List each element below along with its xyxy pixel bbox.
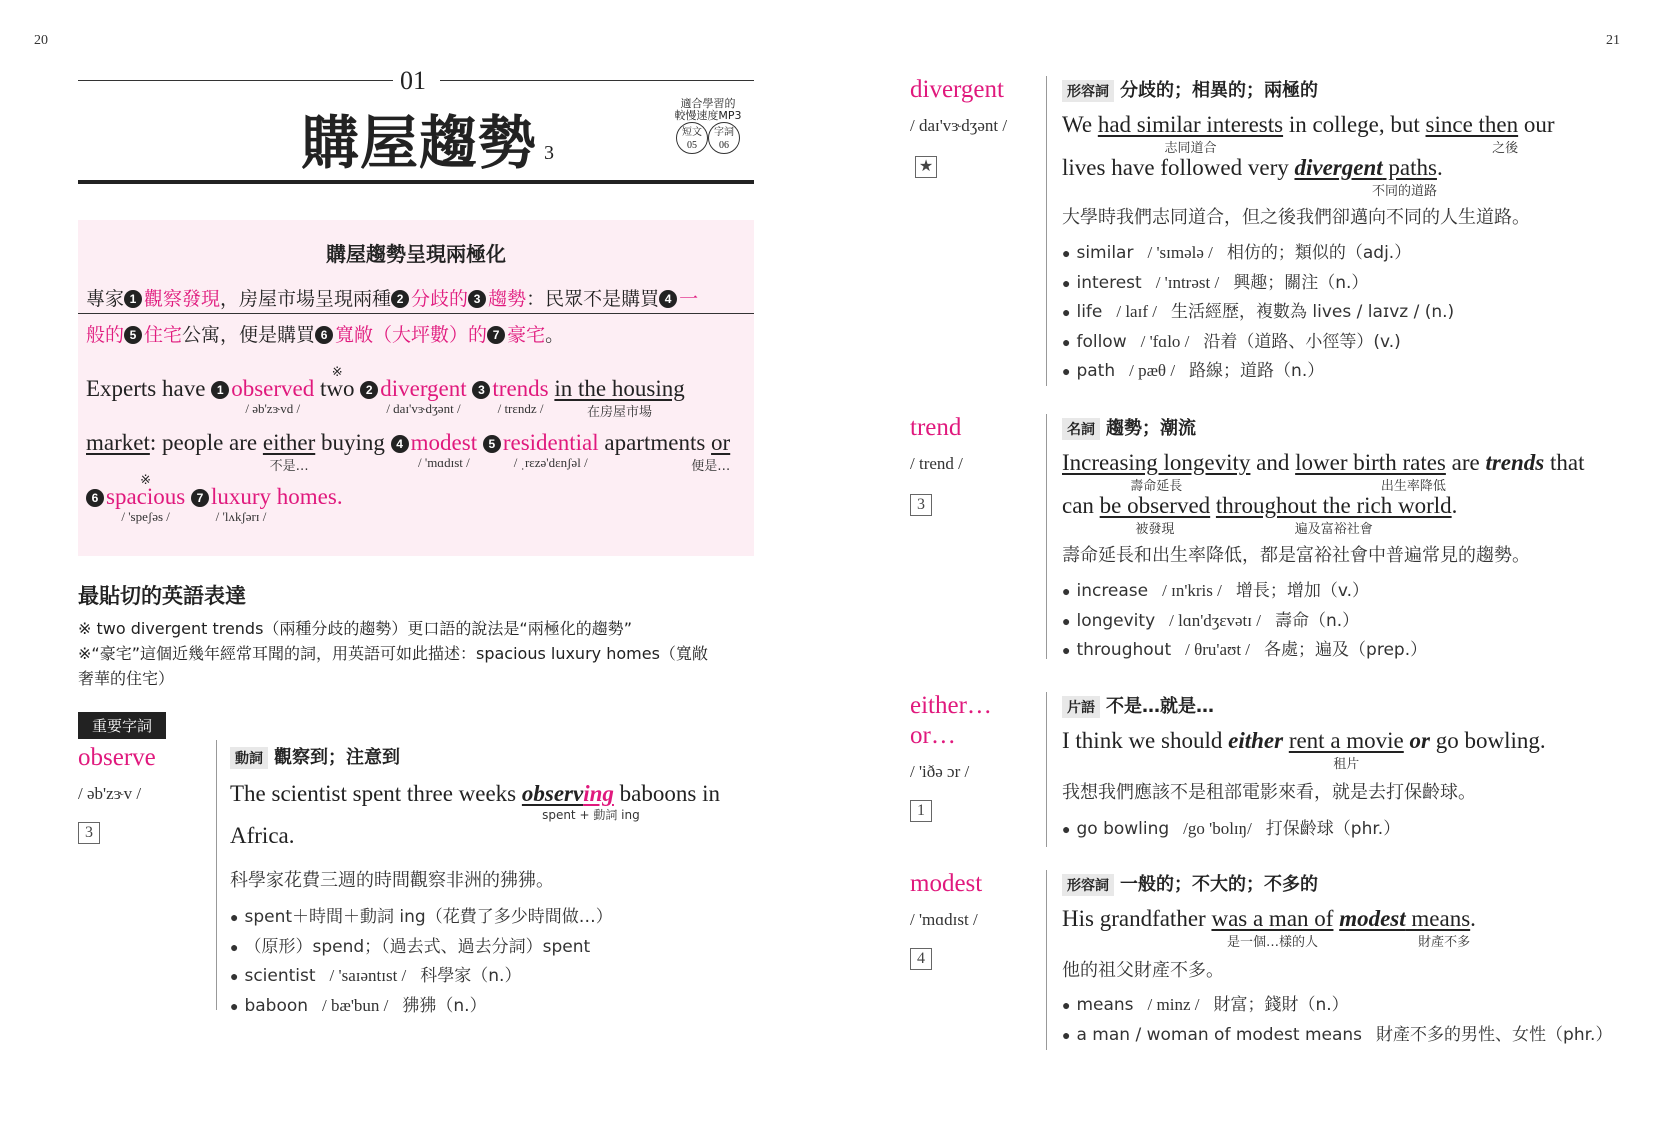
badge-label: 字詞	[714, 127, 734, 138]
en-phrase: Increasing longevity	[1062, 450, 1251, 475]
en-text: lives have followed very	[1062, 155, 1295, 180]
en-phrase: since then	[1425, 112, 1519, 137]
pos-label: 形容詞	[1062, 80, 1114, 102]
unit-number: 01	[400, 66, 426, 95]
example-observe-line-1	[230, 781, 720, 822]
example-either-or	[1062, 728, 1546, 772]
ipa-trend: / trend /	[910, 454, 963, 473]
passage-zh-line-2	[86, 320, 564, 347]
best-note-2b: 奢華的住宅）	[78, 669, 175, 688]
zh-keyword: 般的	[86, 324, 125, 346]
number-badge: 5	[483, 435, 501, 453]
word-divergent	[380, 376, 467, 416]
bullet-word: （原形）spend；（過去式、過去分詞）spent	[244, 936, 591, 957]
entry-divider	[1046, 76, 1047, 386]
bullet-word: throughout	[1076, 640, 1172, 660]
zh-text: 公寓，便是購買	[182, 324, 316, 346]
definition-trend	[1062, 414, 1196, 440]
bullet-item	[230, 991, 487, 1016]
word-residential	[502, 430, 599, 470]
en-text: .	[1470, 906, 1476, 931]
header-rule-bottom	[78, 180, 754, 184]
bullet-ipa: / 'fɑlo /	[1140, 331, 1190, 351]
bullet-item	[230, 932, 590, 957]
gloss-annotation: 租片	[1333, 757, 1360, 772]
bullet-word: baboon	[244, 995, 309, 1016]
level-mark-either-or: 1	[910, 800, 932, 822]
en-phrase: either	[262, 430, 316, 455]
passage-en-line-2	[86, 430, 731, 474]
ipa-annotation: / trɛndz /	[497, 401, 544, 416]
translation-observe: 科學家花費三週的時間觀察非洲的狒狒。	[230, 870, 554, 891]
en-text: our	[1518, 112, 1555, 137]
phrase-since-then	[1425, 112, 1519, 156]
entry-divider	[1046, 414, 1047, 659]
en-keyword: or	[1409, 728, 1430, 753]
word-spacious	[106, 472, 186, 524]
bullet-dot: ●	[230, 999, 239, 1015]
phrase-throughout	[1215, 493, 1452, 537]
en-keyword: divergent	[380, 376, 467, 401]
number-badge: 7	[191, 489, 209, 507]
page-number-left: 20	[34, 33, 48, 48]
meaning: 觀察到；注意到	[274, 747, 400, 768]
en-text: His grandfather	[1062, 906, 1212, 931]
badge-number: 06	[719, 140, 729, 151]
bullet-item	[1062, 268, 1368, 293]
zh-keyword: 豪宅	[507, 324, 546, 346]
en-text: We	[1062, 112, 1098, 137]
ipa-annotation: / 'lʌkʃərɪ /	[215, 509, 267, 524]
en-text: in college, but	[1283, 112, 1426, 137]
phrase-man-of	[1211, 906, 1334, 950]
definition-either-or	[1062, 692, 1214, 718]
gloss-annotation: 之後	[1492, 141, 1519, 156]
bullet-meaning: 增長；增加（v.）	[1235, 581, 1370, 601]
bullet-meaning: 各處；遍及（prep.）	[1264, 640, 1428, 660]
en-keyword: luxury	[210, 484, 272, 509]
bullet-item	[230, 961, 521, 986]
en-keyword: trends	[492, 376, 549, 401]
pos-label: 形容詞	[1062, 874, 1114, 896]
bullet-item	[1062, 990, 1349, 1015]
en-phrase: rent a movie	[1288, 728, 1404, 753]
en-text: go bowling.	[1429, 728, 1546, 753]
zh-keyword: 住宅	[144, 324, 183, 346]
en-keyword: spacious	[106, 484, 186, 509]
bullet-word: increase	[1076, 581, 1149, 601]
gloss-annotation: 便是…	[691, 459, 731, 474]
zh-text: ，房屋市場呈現兩種	[220, 288, 392, 310]
ipa-either-or: / 'iðə ɔr /	[910, 762, 970, 781]
bullet-meaning: 科學家（n.）	[420, 966, 522, 986]
pos-label: 動詞	[230, 747, 268, 769]
bullet-ipa: / lɑn'dʒɛvətɪ /	[1169, 610, 1261, 630]
passage-zh-line-1	[86, 284, 698, 311]
bullet-ipa: / minz /	[1147, 995, 1200, 1014]
bullet-dot: ●	[230, 911, 239, 926]
ipa-annotation: / ˌrɛzə'dɛnʃəl /	[513, 455, 588, 470]
bullet-word: spent＋時間＋動詞 ing（花費了多少時間做…）	[244, 907, 613, 927]
bullet-word: longevity	[1076, 610, 1156, 631]
gloss-annotation: 壽命延長	[1130, 479, 1183, 494]
bullet-word: interest	[1076, 272, 1142, 293]
gloss-annotation: 財產不多	[1418, 935, 1471, 950]
headword-trend: trend	[910, 414, 962, 441]
best-expression-heading: 最貼切的英語表達	[78, 584, 246, 608]
example-divergent-line-2	[1062, 155, 1443, 199]
note-mark: ※	[331, 364, 343, 379]
example-modest	[1062, 906, 1476, 950]
en-text: .	[1451, 493, 1458, 518]
bullet-meaning: 打保齡球（phr.）	[1265, 819, 1401, 839]
bullet-item	[1062, 297, 1454, 322]
bullet-ipa: /go 'bolɪŋ/	[1183, 819, 1252, 838]
en-keyword: either	[1228, 728, 1284, 753]
ipa-annotation: / daɪ'vɝdʒənt /	[386, 401, 461, 416]
en-text: The scientist spent three weeks	[230, 781, 522, 806]
bullet-item	[1062, 238, 1411, 263]
zh-keyword: 一	[679, 288, 699, 310]
entry-divider	[1046, 870, 1047, 1050]
en-keyword: residential	[502, 430, 599, 455]
example-trend-line-2	[1062, 493, 1458, 537]
headword-either-or-line-1: either…	[910, 692, 992, 719]
meaning: 分歧的；相異的；兩極的	[1120, 80, 1318, 101]
en-text: two	[319, 376, 355, 401]
meaning: 不是…就是…	[1106, 696, 1214, 717]
bullet-word: a man / woman of modest means	[1076, 1024, 1363, 1045]
audio-line-1: 適合學習的	[680, 97, 736, 110]
bullet-dot: ●	[1062, 365, 1071, 380]
gloss-annotation: 志同道合	[1164, 141, 1217, 156]
note-mark: ※	[140, 472, 152, 487]
zh-keyword: 觀察發現	[144, 288, 221, 310]
meaning: 一般的；不大的；不多的	[1120, 874, 1318, 895]
gloss-annotation: 在房屋市場	[587, 405, 653, 420]
bullet-word: scientist	[244, 966, 316, 986]
en-phrase: was a man of	[1211, 906, 1334, 931]
translation-divergent: 大學時我們志同道合，但之後我們卻邁向不同的人生道路。	[1062, 207, 1530, 228]
bullet-ipa: / 'sɪmələ /	[1147, 243, 1213, 262]
phrase-divergent-paths	[1294, 155, 1437, 199]
en-keyword: modest	[1339, 906, 1406, 931]
zh-keyword: 趨勢	[488, 288, 527, 310]
bullet-item	[1062, 576, 1369, 601]
pos-label: 名詞	[1062, 418, 1100, 440]
bullet-ipa: / ɪn'kris /	[1162, 581, 1222, 600]
en-phrase: means	[1405, 906, 1471, 931]
unit-title: 購屋趨勢	[301, 109, 538, 177]
bullet-word: go bowling	[1076, 819, 1170, 839]
key-words-label: 重要字詞	[78, 712, 166, 739]
entry-divider	[216, 740, 217, 1010]
keyword-observing	[521, 781, 640, 822]
gloss-annotation: 不同的道路	[1371, 184, 1437, 199]
passage-en-line-3	[86, 472, 343, 524]
phrase-lower-birth-rates	[1295, 450, 1446, 494]
word-luxury	[210, 484, 272, 524]
en-keyword: homes.	[271, 484, 343, 509]
en-phrase: or	[711, 430, 731, 455]
bullet-dot: ●	[1062, 999, 1071, 1014]
bullet-word: similar	[1076, 243, 1134, 263]
bullet-item	[1062, 606, 1359, 631]
headword-either-or-line-2: or…	[910, 722, 956, 749]
bullet-dot: ●	[230, 970, 239, 985]
en-phrase: throughout the rich world	[1215, 493, 1452, 518]
en-text: : people are	[149, 430, 258, 455]
bullet-item	[1062, 814, 1400, 839]
phrase-similar-interests	[1097, 112, 1284, 156]
phrase-rent-a-movie	[1288, 728, 1404, 772]
audio-info	[668, 98, 748, 122]
bullet-word: means	[1076, 995, 1134, 1015]
phrase-housing	[554, 376, 685, 420]
word-two	[319, 364, 355, 402]
bullet-ipa: / laɪf /	[1116, 302, 1157, 321]
badge-number: 05	[687, 140, 697, 151]
en-phrase: be observed	[1099, 493, 1211, 518]
definition-modest	[1062, 870, 1318, 896]
entry-divider	[1046, 692, 1047, 847]
headword-observe: observe	[78, 744, 156, 771]
en-keyword: divergent	[1294, 155, 1383, 180]
bullet-item	[1062, 327, 1401, 352]
en-text: that	[1544, 450, 1585, 475]
word-either	[262, 430, 316, 474]
number-badge: 1	[211, 381, 229, 399]
bullet-item	[1062, 356, 1324, 381]
bullet-meaning: 興趣；關注（n.）	[1233, 272, 1369, 293]
bullet-word: path	[1076, 361, 1116, 381]
track-badge-passage[interactable]	[676, 122, 708, 154]
meaning: 趨勢；潮流	[1106, 418, 1196, 439]
en-keyword: trends	[1485, 450, 1545, 475]
bullet-ipa: / bæ'bun /	[322, 995, 389, 1015]
headword-modest: modest	[910, 870, 983, 897]
bullet-meaning: 財富；錢財（n.）	[1213, 995, 1349, 1015]
bullet-dot: ●	[1062, 614, 1071, 630]
bullet-meaning: 生活經歷，複數為 lives / laɪvz / (n.)	[1170, 302, 1455, 322]
bullet-meaning: 狒狒（n.）	[402, 995, 487, 1016]
ipa-annotation: / 'mɑdɪst /	[417, 455, 470, 470]
bullet-dot: ●	[1062, 276, 1071, 292]
unit-header	[78, 66, 754, 186]
passage-heading: 購屋趨勢呈現兩極化	[326, 242, 506, 266]
headword-divergent: divergent	[910, 76, 1004, 103]
example-trend-line-1	[1062, 450, 1585, 494]
ipa-divergent: / daɪ'vɝdʒənt /	[910, 116, 1008, 135]
number-badge: 6	[86, 489, 104, 507]
number-badge: 5	[124, 326, 142, 344]
bullet-meaning: 壽命（n.）	[1274, 610, 1360, 631]
ipa-annotation: / əb'zɝvd /	[245, 401, 301, 416]
definition-divergent	[1062, 76, 1318, 102]
word-or	[691, 430, 731, 474]
bullet-dot: ●	[1062, 247, 1071, 262]
bullet-meaning: 沿着（道路、小徑等）(v.)	[1203, 331, 1401, 352]
bullet-ipa: / 'ɪntrəst /	[1155, 272, 1220, 292]
en-phrase: had similar interests	[1097, 112, 1284, 137]
unit-title-suffix: 3	[544, 142, 554, 164]
word-observed	[231, 376, 315, 416]
bullet-ipa: / pæθ /	[1129, 361, 1176, 380]
bullet-ipa: / 'saɪəntɪst /	[329, 966, 407, 985]
bullet-ipa: / θru'aʊt /	[1185, 640, 1251, 659]
level-mark-trend: 3	[910, 494, 932, 516]
en-keyword: modest	[410, 430, 478, 455]
bullet-item	[230, 902, 613, 927]
en-text: Experts have	[86, 376, 206, 401]
en-text: and	[1250, 450, 1296, 475]
gloss-annotation: spent + 動詞 ing	[542, 808, 640, 822]
translation-modest: 他的祖父財產不多。	[1062, 960, 1224, 981]
en-phrase: market	[86, 430, 150, 455]
best-note-1: ※ two divergent trends（兩種分歧的趨勢）更口語的說法是“兩極化的趨勢”	[78, 619, 632, 638]
audio-line-2: 較慢速度MP3	[674, 109, 742, 122]
bullet-dot: ●	[1062, 644, 1071, 659]
bullet-item	[1062, 1020, 1612, 1045]
en-keyword: observed	[231, 376, 315, 401]
bullet-dot: ●	[1062, 306, 1071, 321]
definition-observe	[230, 743, 400, 769]
en-text: baboons in	[613, 781, 720, 806]
en-keyword: observ	[521, 781, 584, 806]
best-note-2a: ※“豪宅”這個近幾年經常耳聞的詞，用英語可如此描述：spacious luxury homes（寬敞	[78, 644, 708, 663]
en-text: buying	[321, 430, 385, 455]
bullet-meaning: 財產不多的男性、女性（phr.）	[1376, 1024, 1613, 1045]
ipa-observe: / əb'zɝv /	[78, 784, 142, 803]
word-trends	[492, 376, 549, 416]
en-text: .	[1436, 155, 1443, 180]
en-phrase: paths	[1382, 155, 1437, 180]
zh-text: ：民眾不是購買	[526, 288, 660, 310]
bullet-meaning: 路線；道路（n.）	[1189, 361, 1325, 381]
zh-text: 專家	[86, 288, 125, 310]
ipa-annotation: / 'speʃəs /	[121, 509, 170, 524]
translation-trend: 壽命延長和出生率降低，都是富裕社會中普遍常見的趨勢。	[1062, 545, 1530, 566]
en-text: are	[1445, 450, 1486, 475]
gloss-annotation: 遍及富裕社會	[1294, 522, 1373, 537]
en-phrase: in the housing	[554, 376, 685, 401]
number-badge: 6	[315, 326, 333, 344]
example-observe-line-2: Africa.	[230, 823, 295, 848]
track-badges	[676, 122, 740, 156]
word-modest	[410, 430, 478, 470]
passage-en-line-1	[86, 364, 685, 420]
bullet-word: life	[1076, 302, 1103, 322]
bullet-dot: ●	[1062, 823, 1071, 838]
number-badge: 3	[472, 381, 490, 399]
number-badge: 3	[468, 290, 486, 308]
number-badge: 4	[659, 290, 677, 308]
gloss-annotation: 是一個…樣的人	[1226, 935, 1318, 950]
level-mark-modest: 4	[910, 948, 932, 970]
en-text: I think we should	[1062, 728, 1229, 753]
passage-box	[78, 220, 754, 556]
page-number-right: 21	[1606, 33, 1620, 48]
gloss-annotation: 不是…	[269, 459, 309, 474]
number-badge: 7	[487, 326, 505, 344]
bullet-dot: ●	[1062, 335, 1071, 351]
pos-label: 片語	[1062, 696, 1100, 718]
badge-label: 短文	[682, 127, 702, 138]
number-badge: 2	[391, 290, 409, 308]
number-badge: 1	[124, 290, 142, 308]
number-badge: 2	[360, 381, 378, 399]
bullet-meaning: 相仿的；類似的（adj.）	[1226, 243, 1412, 263]
passage-divider	[78, 313, 754, 314]
example-divergent-line-1	[1062, 112, 1555, 156]
phrase-modest-means	[1339, 906, 1471, 950]
level-mark-divergent: ★	[915, 156, 937, 178]
zh-keyword: 分歧的	[411, 288, 469, 310]
en-text: can	[1062, 493, 1100, 518]
phrase-increasing-longevity	[1062, 450, 1251, 494]
en-phrase: lower birth rates	[1295, 450, 1446, 475]
bullet-dot: ●	[1062, 585, 1071, 600]
bullet-word: follow	[1076, 331, 1127, 352]
header-rule-right	[440, 80, 754, 81]
level-mark-observe: 3	[78, 822, 100, 844]
number-badge: 4	[391, 435, 409, 453]
gloss-annotation: 被發現	[1135, 522, 1175, 537]
gloss-annotation: 出生率降低	[1380, 479, 1446, 494]
ipa-modest: / 'mɑdɪst /	[910, 910, 978, 929]
track-badge-words[interactable]	[708, 122, 740, 154]
bullet-dot: ●	[230, 940, 239, 956]
header-rule-left	[78, 80, 393, 81]
bullet-item	[1062, 635, 1427, 660]
en-text: apartments	[604, 430, 706, 455]
zh-text: 。	[545, 324, 565, 346]
translation-either-or: 我想我們應該不是租部電影來看，就是去打保齡球。	[1062, 782, 1476, 803]
en-keyword-suffix: ing	[583, 781, 614, 806]
bullet-dot: ●	[1062, 1028, 1071, 1044]
phrase-be-observed	[1099, 493, 1211, 537]
zh-keyword: 寬敞（大坪數）的	[335, 324, 488, 346]
